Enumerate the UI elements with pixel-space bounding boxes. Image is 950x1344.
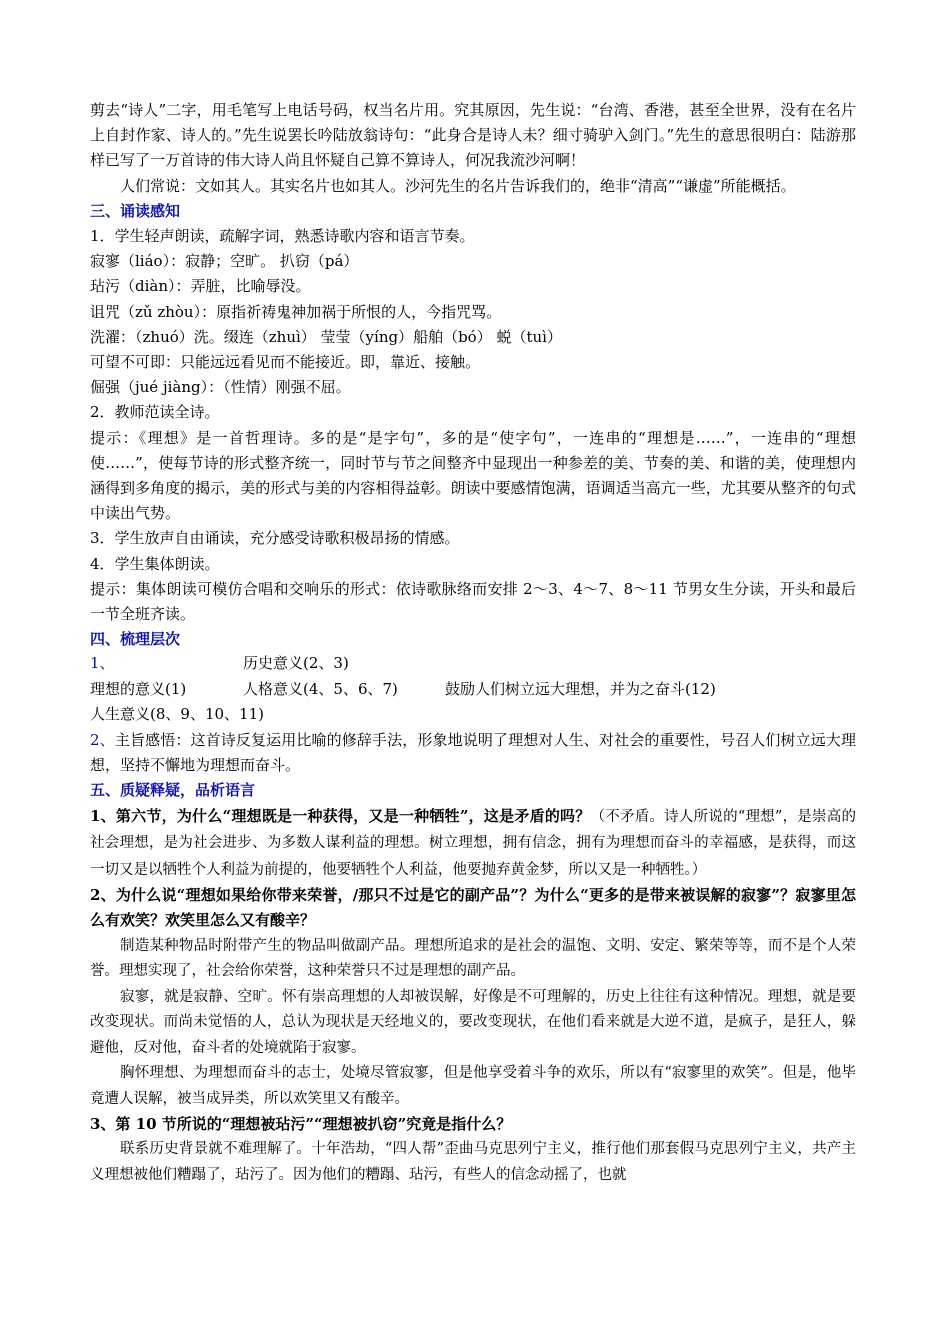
step-2: 2．教师范读全诗。 xyxy=(90,403,220,422)
question-2: 2、为什么说“理想如果给你带来荣誉，/那只不过是它的副产品”？为什么“更多的是带来被误解的寂寥”？寂寥里怎么有欢笑？欢笑里怎么又有酸辛？ xyxy=(90,886,856,930)
answer-2-byproduct: 制造某种物品时附带产生的物品叫做副产品。理想所追求的是社会的温饱、文明、安定、繁荣等等，而不是个人荣誉。理想实现了，社会给你荣誉，这种荣誉只不过是理想的副产品。 xyxy=(90,937,856,980)
question-1 xyxy=(90,804,856,884)
question-1-answer: （不矛盾。诗人所说的“理想”，是崇高的社会理想，是为社会进步、为多数人谋利益的理想。树立理想，拥有信念，拥有为理想而奋斗的幸福感，是获得，而这一切又是以牺牲个人利益为前提的，他要牺牲个人利益，他要抛弃黄金梦，所以又是一种牺牲。） xyxy=(90,808,856,878)
structure-personality: 人格意义(4、5、6、7) xyxy=(243,679,398,698)
section-heading-reading: 三、诵读感知 xyxy=(90,201,181,220)
structure-row-2 xyxy=(90,678,856,703)
section-heading-structure: 四、梳理层次 xyxy=(90,630,181,649)
structure-meaning: 理想的意义(1) xyxy=(90,679,187,698)
answer-2-loneliness: 寂寥，就是寂静、空旷。怀有崇高理想的人却被误解，好像是不可理解的，历史上往往有这种情况。理想，就是要改变现状。而尚未觉悟的人，总认为现状是天经地义的，要改变现状，在他们看来就是大逆不道，是疯子，是狂人，躲避他，反对他，奋斗者的处境就陷于寂寥。 xyxy=(90,988,856,1056)
structure-row-3 xyxy=(90,703,856,728)
question-3: 3、第 10 节所说的“理想被玷污”“理想被扒窃”究竟是指什么？ xyxy=(90,1115,512,1134)
paragraph-conclusion: 人们常说：文如其人。其实名片也如其人。沙河先生的名片告诉我们的，绝非“清高”“谦虚”所能概括。 xyxy=(120,176,796,195)
vocab-jiliao: 寂寥（liáo）：寂静；空旷。 扒窃（pá） xyxy=(90,252,359,271)
vocab-juejiang: 倔强（jué jiàng）：（性情）刚强不屈。 xyxy=(90,378,351,397)
structure-life: 人生意义(8、9、10、11) xyxy=(90,704,264,723)
step-4: 4．学生集体朗读。 xyxy=(90,554,220,573)
answer-3: 联系历史背景就不难理解了。十年浩劫，“四人帮”歪曲马克思列宁主义，推行他们那套假马克思列宁主义，共产主义理想被他们糟蹋了，玷污了。因为他们的糟蹋、玷污，有些人的信念动摇了，也就 xyxy=(90,1141,856,1183)
vocab-dianwu: 玷污（diàn）：弄脏，比喻辱没。 xyxy=(90,277,311,296)
vocab-kewang: 可望不可即：只能远远看见而不能接近。即，靠近、接触。 xyxy=(90,353,481,372)
structure-history: 历史意义(2、3) xyxy=(243,654,349,673)
structure-number-1: 1、 xyxy=(90,654,115,673)
vocab-xizhuo: 洗濯：（zhuó）洗。缀连（zhuì） 莹莹（yíng）船舶（bó） 蜕（tuì） xyxy=(90,327,562,346)
theme-paragraph xyxy=(90,728,856,778)
step-1: 1．学生轻声朗读，疏解字词，熟悉诗歌内容和语言节奏。 xyxy=(90,227,475,246)
section-heading-questions: 五、质疑释疑，品析语言 xyxy=(90,781,256,800)
structure-number-2: 2、 xyxy=(90,731,115,750)
structure-row-1 xyxy=(90,652,856,677)
tip-group-reading: 提示：集体朗读可模仿合唱和交响乐的形式：依诗歌脉络而安排 2～3、4～7、8～11 节男女生分读，开头和最后一节全班齐读。 xyxy=(90,579,856,624)
answer-2-joy: 胸怀理想、为理想而奋斗的志士，处境尽管寂寥，但是他享受着斗争的欢乐，所以有“寂寥里的欢笑”。但是，他毕竟遭人误解，被当成异类，所以欢笑里又有酸辛。 xyxy=(90,1065,856,1107)
step-3: 3．学生放声自由诵读，充分感受诗歌积极昂扬的情感。 xyxy=(90,529,460,548)
vocab-zuzhou: 诅咒（zǔ zhòu）：原指祈祷鬼神加祸于所恨的人，今指咒骂。 xyxy=(90,302,502,321)
paragraph-name-card-story: 剪去“诗人”二字，用毛笔写上电话号码，权当名片用。究其原因，先生说：“台湾、香港，甚至全世界，没有在名片上自封作家、诗人的。”先生说罢长吟陆放翁诗句：“此身合是诗人未？细寸骑驴入剑门。”先生的意思很明白：陆游那样已写了一万首诗的伟大诗人尚且怀疑自己算不算诗人，何况我流沙河啊！ xyxy=(90,101,856,170)
tip-reading: 提示：《理想》是一首哲理诗。多的是“是字句”，多的是“使字句”，一连串的“理想是……”，一连串的“理想使……”，使每节诗的形式整齐统一，同时节与节之间整齐中显现出一种参差的美、节奏的美、和谐的美，使理想内涵得到多角度的揭示，美的形式与美的内容相得益彰。朗读中要感情饱满，语调适当高亢一些，尤其要从整齐的句式中读出气势。 xyxy=(90,428,856,523)
theme-text: 主旨感悟：这首诗反复运用比喻的修辞手法，形象地说明了理想对人生、对社会的重要性，号召人们树立远大理想，坚持不懈地为理想而奋斗。 xyxy=(90,731,856,775)
structure-encourage: 鼓励人们树立远大理想，并为之奋斗(12) xyxy=(445,679,716,698)
question-1-text: 1、第六节，为什么“理想既是一种获得，又是一种牺牲”，这是矛盾的吗？ xyxy=(90,806,591,825)
